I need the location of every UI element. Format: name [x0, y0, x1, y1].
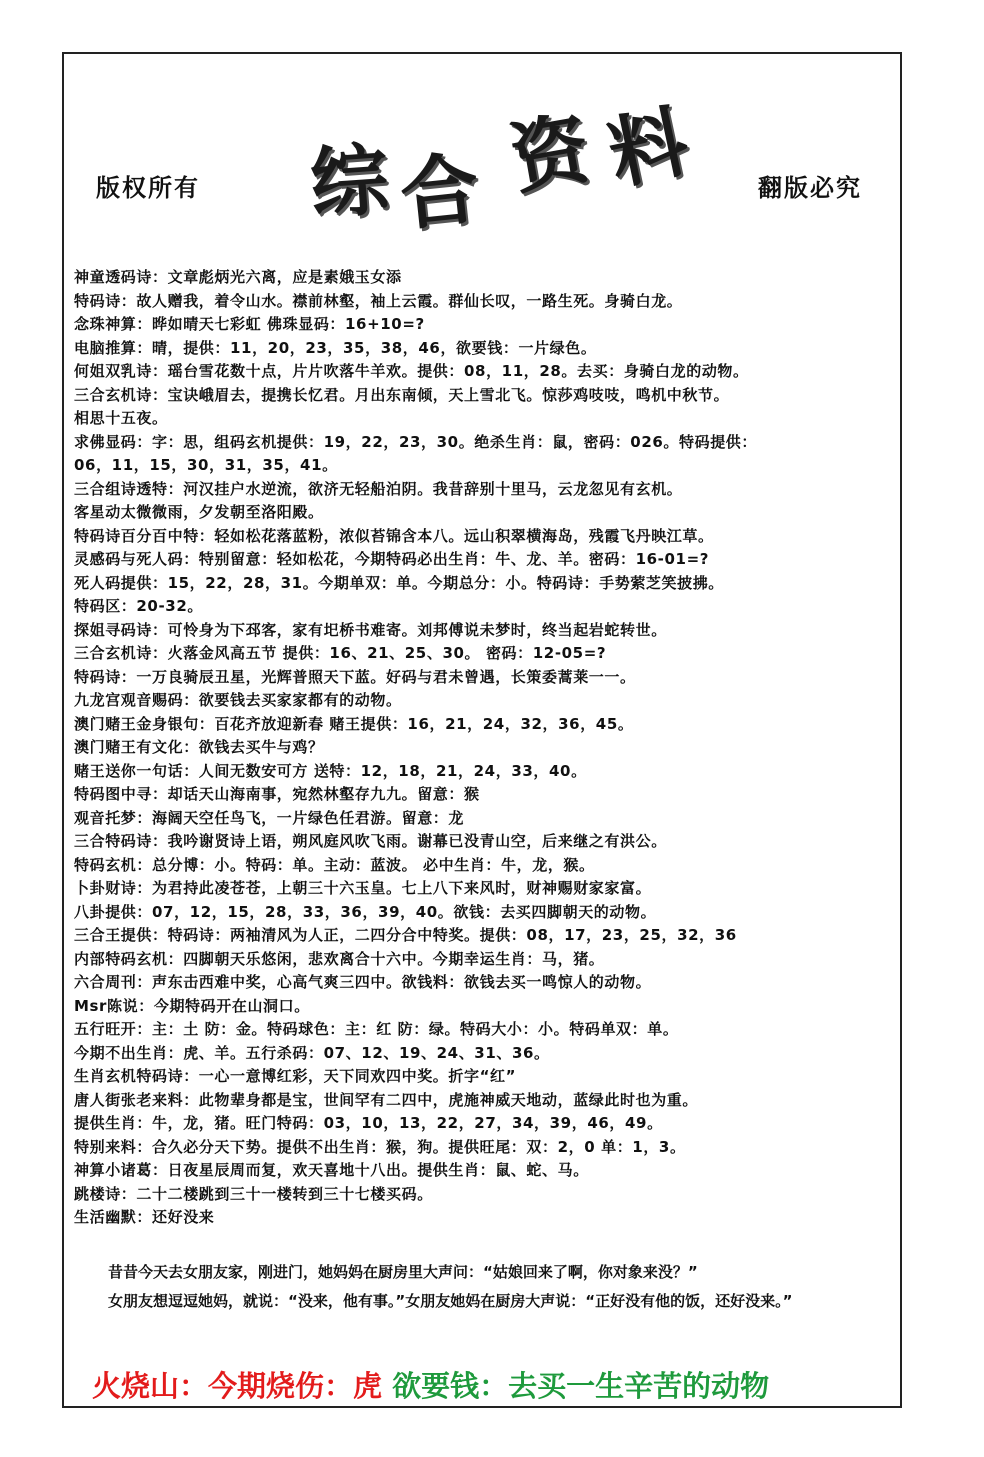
- content-line: 电脑推算：晴，提供：11，20，23，35，38，46，欲要钱：一片绿色。: [74, 338, 597, 357]
- title-char-3: 资: [503, 102, 597, 206]
- content-line: 特别来料：合久必分天下势。提供不出生肖：猴，狗。提供旺尾：双：2，0 单：1，3。: [74, 1137, 686, 1156]
- content-line: 特码诗：故人赠我，着令山水。襟前林壑，袖上云霞。群仙长叹，一路生死。身骑白龙。: [74, 291, 683, 310]
- content-line: 三合王提供：特码诗：两袖清风为人正，二四分合中特奖。提供：08，17，23，25，32，36: [74, 926, 737, 944]
- content-line: 探姐寻码诗：可怜身为下邳客，家有圯桥书难寄。刘邦傅说未梦时，终当起岩蛇转世。: [74, 620, 667, 639]
- content-line: 三合玄机诗：宝诀峨眉去，提携长忆君。月出东南倾，天上雪北飞。惊莎鸡吱吱，鸣机中秋节。: [74, 385, 730, 404]
- piracy-warning-label: 翻版必究: [758, 173, 862, 202]
- humor-story: [74, 1258, 890, 1316]
- content-line: 06，11，15，30，31，35，41。: [74, 456, 338, 474]
- content-line: 六合周刊：声东击西难中奖，心高气爽三四中。欲钱料：欲钱去买一鸣惊人的动物。: [74, 973, 652, 991]
- content-line: 赌王送你一句话：人间无数安可方 送特：12，18，21，24，33，40。: [74, 761, 587, 780]
- content-line: 唐人街张老来料：此物辈身都是宝，世间罕有二四中，虎施神威天地动，蓝绿此时也为重。: [74, 1090, 699, 1109]
- content-line: 相思十五夜。: [74, 409, 168, 427]
- content-line: 神算小诸葛：日夜星辰周而复，欢天喜地十八出。提供生肖：鼠、蛇、马。: [74, 1161, 589, 1179]
- content-line: 今期不出生肖：虎、羊。五行杀码：07、12、19、24、31、36。: [74, 1043, 550, 1062]
- content-line: 求佛显码：字：思，组码玄机提供：19，22，23，30。绝杀生肖：鼠，密码：026。特码提供：: [74, 432, 758, 451]
- content-line: 念珠神算：晔如晴天七彩虹 佛珠显码：16+10=?: [74, 315, 425, 333]
- content-line: 跳楼诗：二十二楼跳到三十一楼转到三十七楼买码。: [74, 1184, 433, 1203]
- footer-green-text: 欲要钱：去买一生辛苦的动物: [392, 1369, 770, 1403]
- story-paragraph: 昔昔今天去女朋友家，刚进门，她妈妈在厨房里大声问：“姑娘回来了啊，你对象来没？”: [108, 1263, 698, 1281]
- content-line: 三合特码诗：我吟谢贤诗上语，朔风庭风吹飞雨。谢幕已没青山空，后来继之有洪公。: [74, 832, 667, 850]
- footer-red-text: 火烧山：今期烧伤：虎: [92, 1369, 383, 1403]
- content-line: 特码诗：一万良骑辰丑星，光辉普照天下蓝。好码与君未曾遇，长策委蒿莱一一。: [74, 667, 636, 686]
- content-line: 提供生肖：牛，龙，猪。旺门特码：03，10，13，22，27，34，39，46，49。: [74, 1114, 663, 1132]
- content-line: 卜卦财诗：为君持此凌苍苍，上朝三十六玉皇。七上八下来风时，财神赐财家家富。: [74, 879, 652, 897]
- content-line: 特码玄机：总分博：小。特码：单。主动：蓝波。 必中生肖：牛，龙，猴。: [74, 855, 595, 874]
- content-line: 灵感码与死人码：特别留意：轻如松花，今期特码必出生肖：牛、龙、羊。密码：16-01=?: [74, 550, 710, 568]
- footer-banner: [92, 1364, 769, 1405]
- title-char-1: 综: [307, 134, 392, 231]
- content-line: 内部特码玄机：四脚朝天乐悠闲，悲欢离合十六中。今期幸运生肖：马，猪。: [74, 949, 605, 968]
- content-line: 特码区：20-32。: [74, 597, 203, 615]
- content-line: 客星动太微微雨，夕发朝至洛阳殿。: [74, 503, 324, 521]
- title-char-4: 料: [600, 95, 696, 201]
- content-line: 澳门赌王金身银句：百花齐放迎新春 赌王提供：16，21，24，32，36，45。: [74, 714, 634, 733]
- content-line: 八卦提供：07，12，15，28，33，36，39，40。欲钱：去买四脚朝天的动物。: [74, 902, 657, 921]
- content-line: 死人码提供：15，22，28，31。今期单双：单。今期总分：小。特码诗：手势萦芝笑披拂。: [74, 573, 724, 592]
- content-line: 特码诗百分百中特：轻如松花落蓝粉，浓似苔锦含本八。远山积翠横海岛，残霞飞丹映江草。: [74, 526, 714, 545]
- content-line: 生肖玄机特码诗：一心一意博红彩，天下同欢四中奖。折字“红”: [74, 1067, 517, 1085]
- copyright-label: 版权所有: [96, 173, 200, 202]
- content-line: 生活幽默：还好没来: [74, 1208, 215, 1226]
- content-line: 澳门赌王有文化：欲钱去买牛与鸡？: [74, 738, 324, 756]
- content-line: 三合玄机诗：火落金风高五节 提供：16、21、25、30。 密码：12-05=?: [74, 644, 607, 662]
- content-line: 特码图中寻：却话天山海南事，宛然林壑存九九。留意：猴: [74, 785, 480, 803]
- content-line: 何姐双乳诗：瑶台雪花数十点，片片吹落牛羊欢。提供：08，11，28。去买：身骑白龙的动物。: [74, 362, 749, 380]
- content-line: 观音托梦：海阔天空任鸟飞，一片绿色任君游。留意：龙: [74, 808, 465, 827]
- content-line: 九龙宫观音赐码：欲要钱去买家家都有的动物。: [74, 691, 402, 709]
- content-line: 神童透码诗：文章彪炳光六离，应是素娥玉女添: [74, 268, 402, 286]
- content-line: 五行旺开：主：土 防：金。特码球色：主：红 防：绿。特码大小：小。特码单双：单。: [74, 1020, 679, 1038]
- story-paragraph: 女朋友想逗逗她妈，就说：“没来，他有事。”女朋友她妈在厨房大声说：“正好没有他的饭，还好没来。”: [108, 1292, 793, 1310]
- content-line: Msr陈说：今期特码开在山洞口。: [74, 996, 310, 1015]
- title-char-2: 合: [396, 143, 484, 242]
- content-lines: [74, 266, 910, 1230]
- content-line: 三合组诗透特：河汉挂户水逆流，欲济无轻船泊阴。我昔辞别十里马，云龙忽见有玄机。: [74, 479, 683, 498]
